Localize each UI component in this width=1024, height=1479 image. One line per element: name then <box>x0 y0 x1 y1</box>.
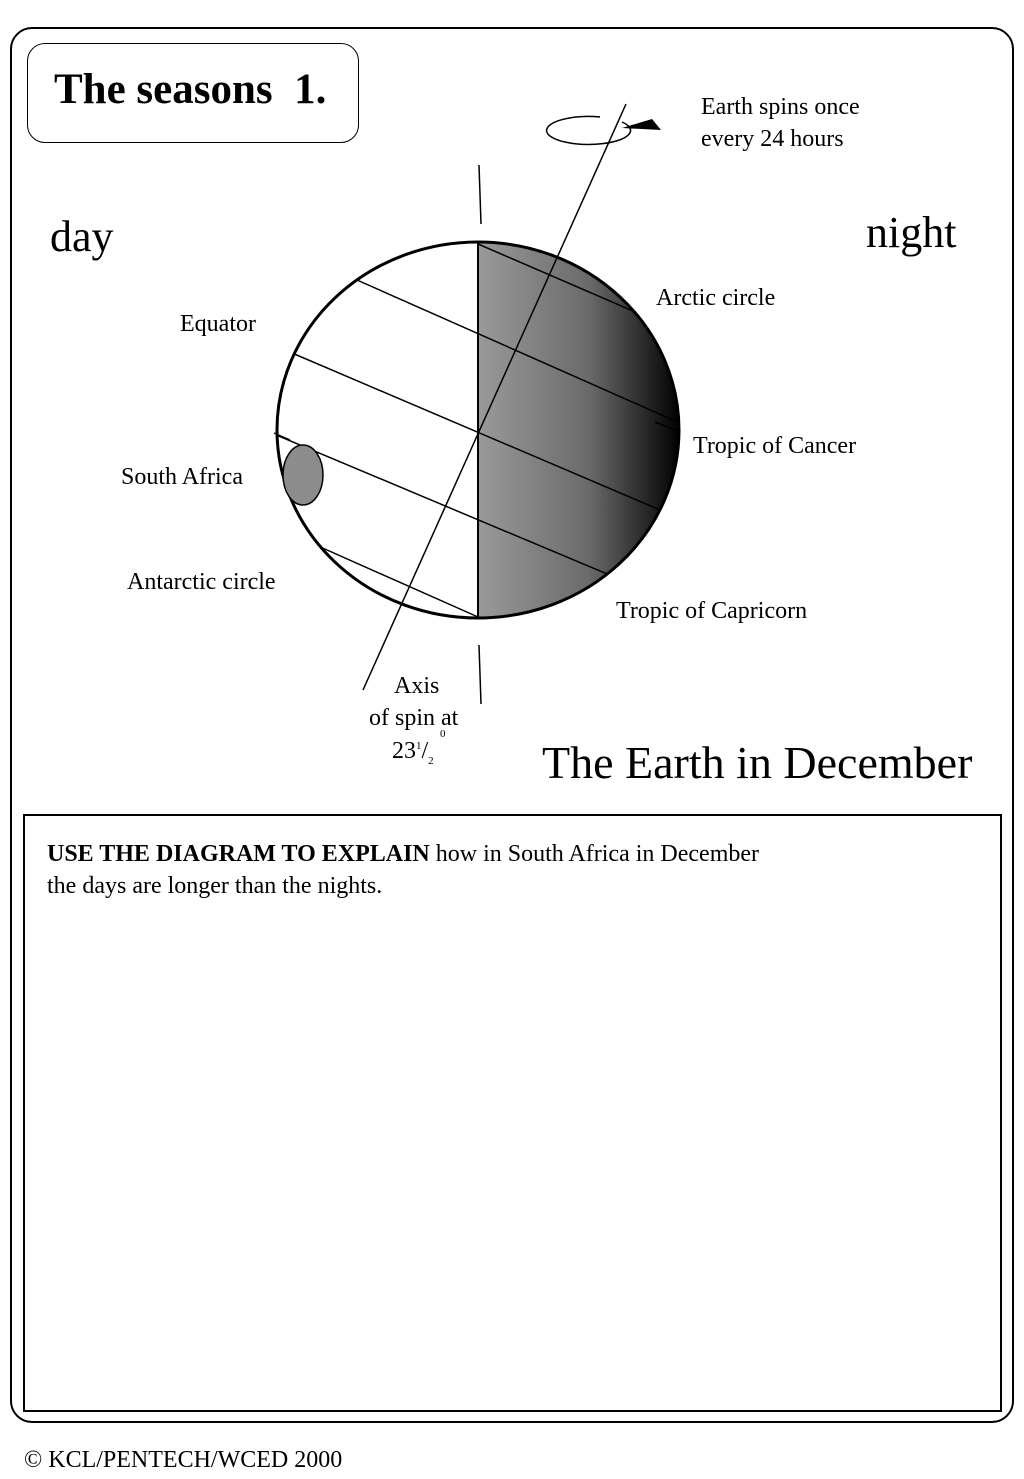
question-rest-line-2: the days are longer than the nights. <box>47 873 383 899</box>
question-bold: USE THE DIAGRAM TO EXPLAIN <box>47 841 430 867</box>
vertical-mark-top <box>479 165 481 224</box>
equator-label: Equator <box>180 311 256 337</box>
axis-angle-numerator: 1 <box>416 740 422 752</box>
axis-angle-separator: / <box>421 738 429 764</box>
rotation-note-line-1: Earth spins once <box>701 94 860 120</box>
diagram-caption: The Earth in December <box>542 737 973 788</box>
question-rest-line-1: how in South Africa in December <box>429 841 759 867</box>
axis-label-line-1: Axis <box>394 673 440 699</box>
axis-label-line-2: of spin at <box>369 705 459 731</box>
rotation-arrow-icon <box>547 116 661 144</box>
antarctic-circle-label: Antarctic circle <box>127 569 276 595</box>
tropic-of-cancer-label: Tropic of Cancer <box>693 433 857 459</box>
copyright-footer: © KCL/PENTECH/WCED 2000 <box>24 1447 343 1473</box>
axis-angle-whole: 23 <box>392 738 416 764</box>
answer-box[interactable] <box>23 814 1002 1412</box>
south-africa-marker <box>283 445 323 505</box>
day-label: day <box>50 212 114 261</box>
axis-angle-degree: 0 <box>440 728 446 740</box>
vertical-mark-bottom <box>479 645 481 704</box>
axis-angle-label <box>392 739 434 767</box>
arctic-circle-label: Arctic circle <box>656 285 776 311</box>
rotation-note-line-2: every 24 hours <box>701 126 844 152</box>
antarctic-circle-line <box>318 546 478 617</box>
page-title: The seasons 1. <box>54 66 327 113</box>
south-africa-label: South Africa <box>121 464 243 490</box>
night-label: night <box>866 208 957 257</box>
question-text <box>47 838 867 902</box>
tropic-of-capricorn-label: Tropic of Capricorn <box>616 598 808 624</box>
axis-angle-denominator: 2 <box>428 754 434 767</box>
